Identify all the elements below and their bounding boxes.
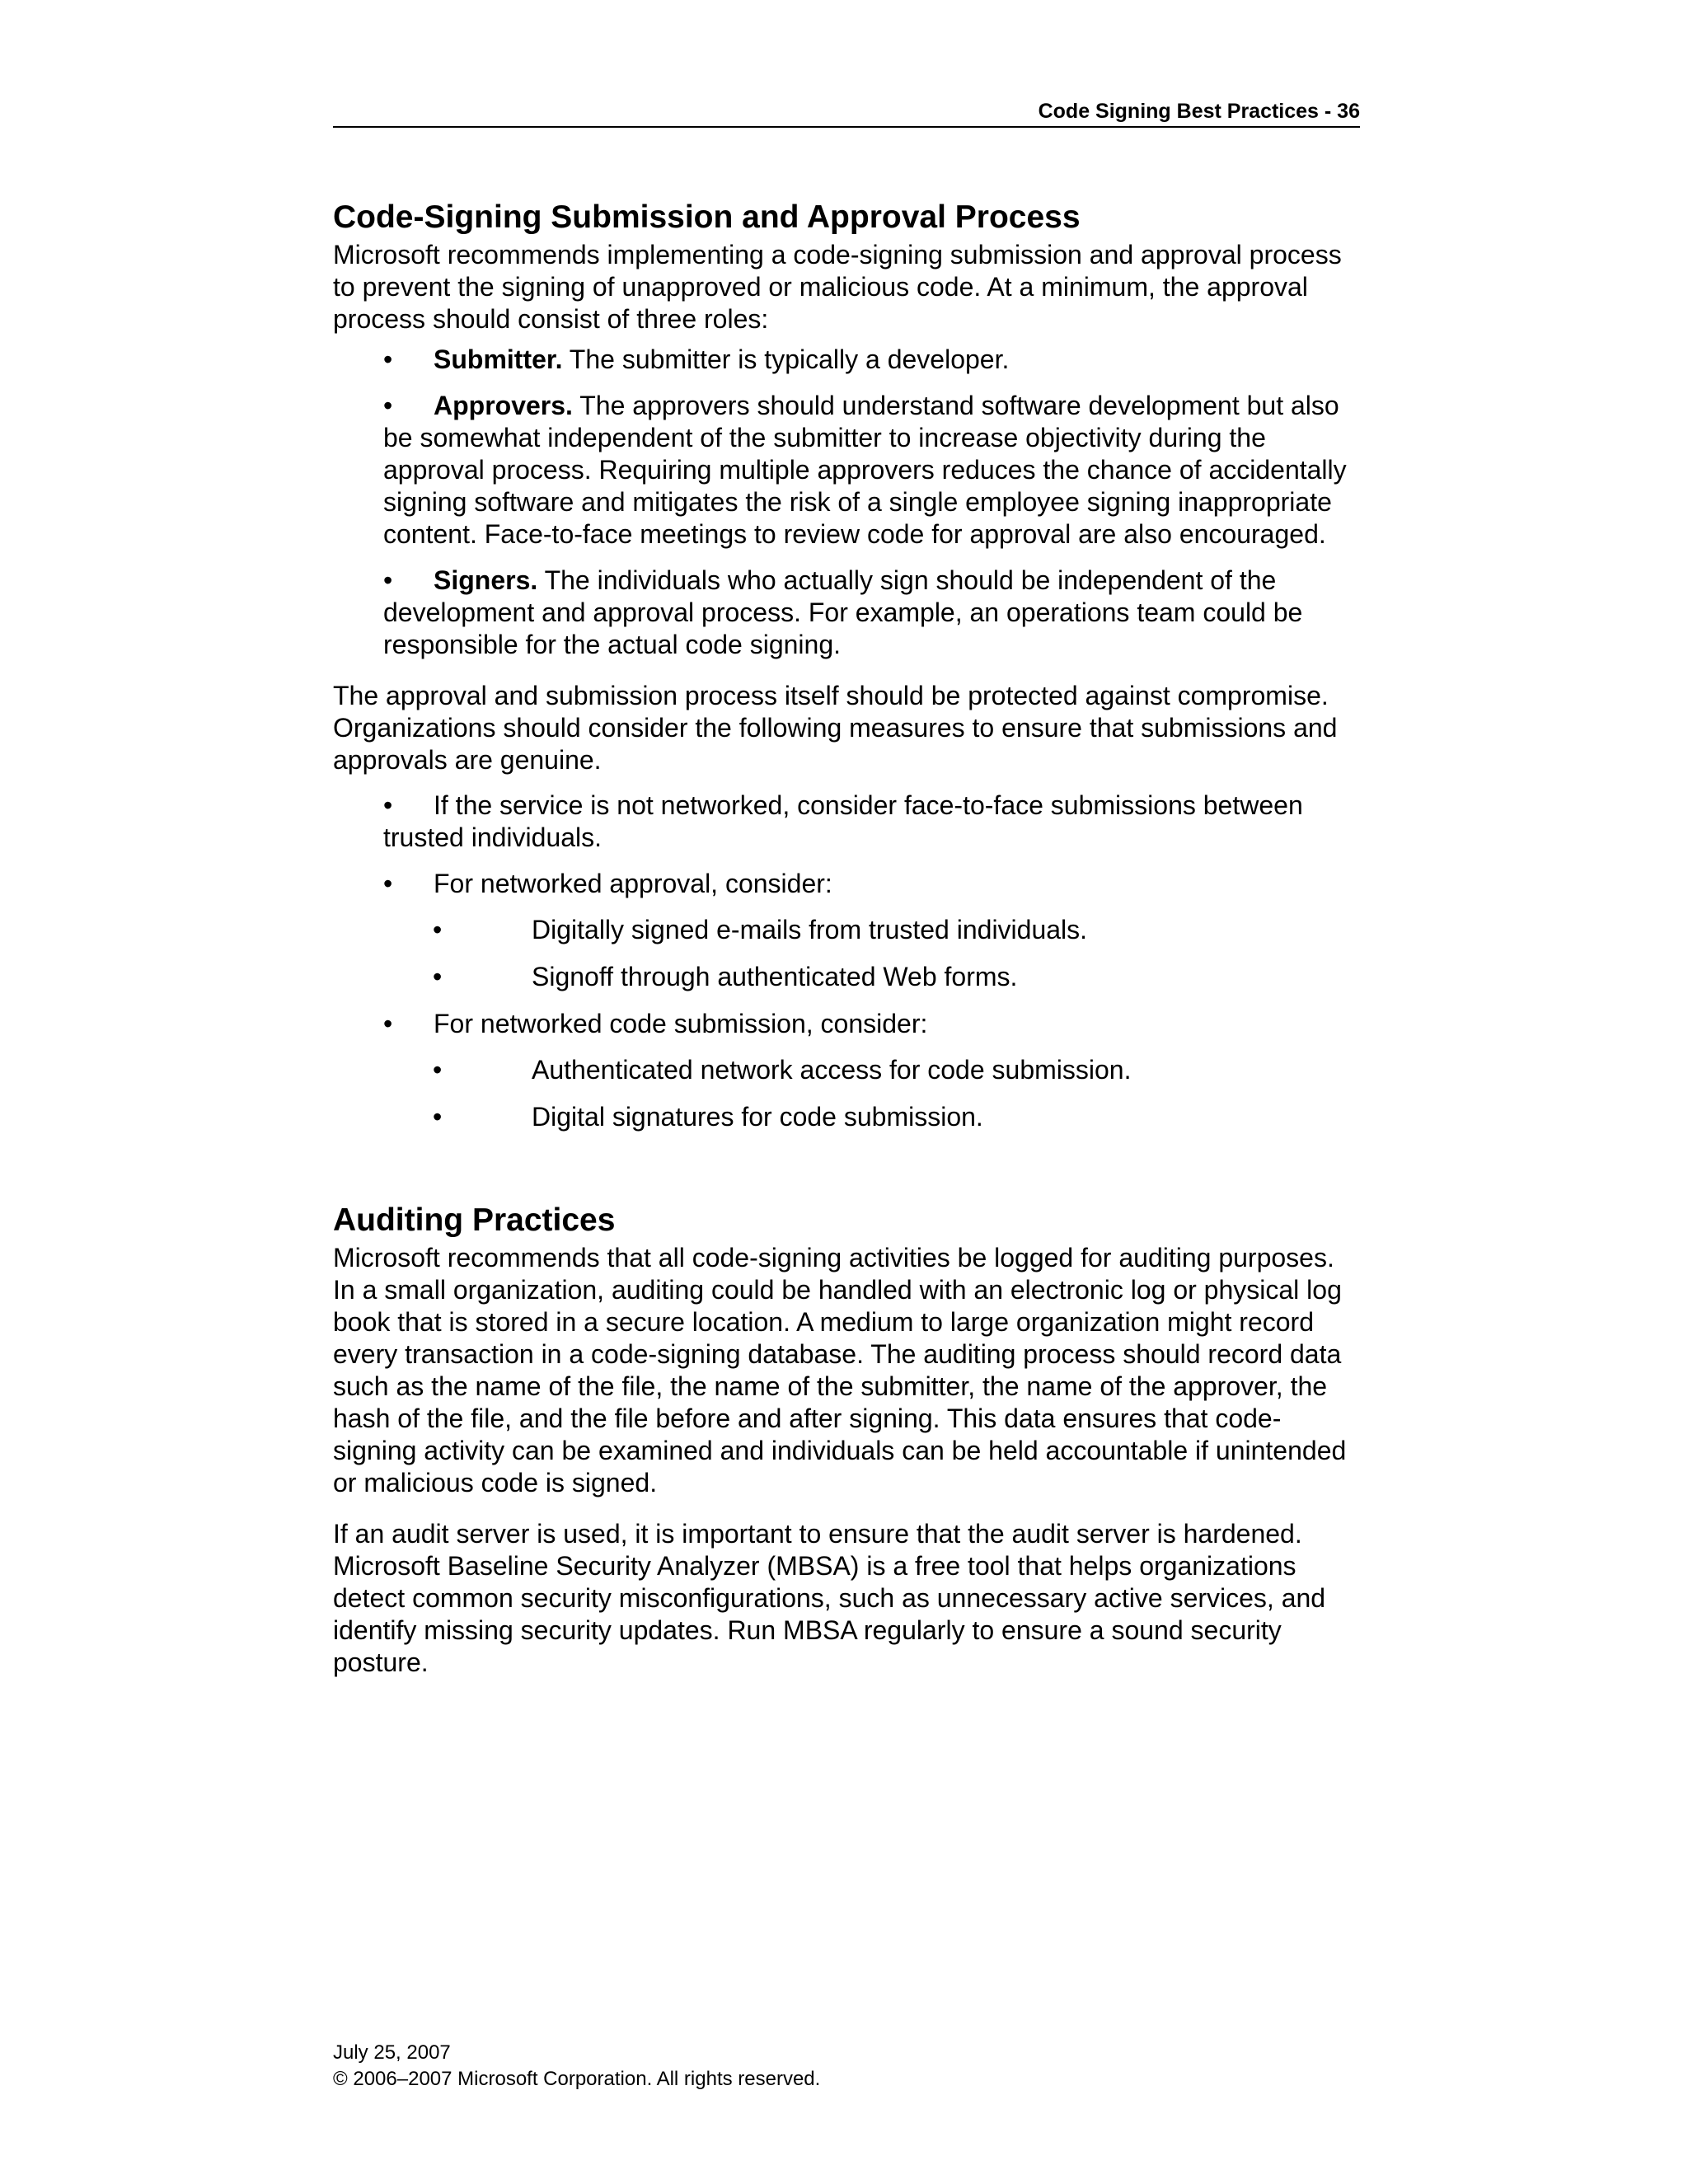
list-item-approvers bbox=[383, 390, 1360, 551]
list-item-measure-networked-approval bbox=[383, 868, 1360, 900]
section-spacer bbox=[333, 1148, 1360, 1201]
list-item-signers bbox=[383, 565, 1360, 661]
sub-item-text: Digital signatures for code submission. bbox=[532, 1102, 983, 1132]
header-rule bbox=[333, 126, 1360, 128]
roles-list bbox=[333, 344, 1360, 661]
list-item-measure-face-to-face bbox=[383, 790, 1360, 854]
sub-list-item bbox=[433, 961, 1360, 993]
role-term: Submitter. bbox=[434, 344, 563, 374]
sub-list-item bbox=[433, 914, 1360, 946]
bullet-glyph: • bbox=[383, 391, 393, 420]
running-header: Code Signing Best Practices - 36 bbox=[1038, 100, 1360, 123]
bullet-glyph: • bbox=[433, 962, 443, 991]
bullet-glyph: • bbox=[433, 1102, 443, 1132]
role-description: The submitter is typically a developer. bbox=[562, 344, 1010, 374]
footer-copyright: © 2006–2007 Microsoft Corporation. All rights reserved. bbox=[333, 2068, 821, 2090]
list-item-submitter bbox=[383, 344, 1360, 376]
role-description: The individuals who actually sign should be independent of the development and approval process. For example, an operations team could be responsible for the actual code signing. bbox=[383, 565, 1303, 659]
sub-item-text: Authenticated network access for code submission. bbox=[532, 1055, 1132, 1085]
section-heading-submission: Code-Signing Submission and Approval Process bbox=[333, 199, 1081, 235]
bullet-glyph: • bbox=[383, 1009, 393, 1038]
page-footer bbox=[333, 2040, 820, 2093]
auditing-paragraph-1: Microsoft recommends that all code-signing activities be logged for auditing purposes. In a small organization, auditing could be handled with an electronic log or physical log book that is stored in a secure location. A medium to large organization might record every transaction in a code-signing database. The auditing process should record data such as the name of the file, the name of the submitter, the name of the approver, the hash of the file, and the file before and after signing. This data ensures that code-signing activity can be examined and individuals can be held accountable if unintended or malicious code is signed. bbox=[333, 1243, 1347, 1497]
section-heading-auditing: Auditing Practices bbox=[333, 1202, 616, 1238]
document-page bbox=[333, 0, 1360, 2184]
measures-list bbox=[333, 790, 1360, 1133]
bullet-glyph: • bbox=[433, 915, 443, 944]
role-description: The approvers should understand software development but also be somewhat independent of the submitter to increase objectivity during the approval process. Requiring multiple approvers reduces the chance of accidentally signing software and mitigates the risk of a single employee signing inappropriate content. Face-to-face meetings to review code for approval are also encouraged. bbox=[383, 391, 1347, 549]
auditing-paragraph-2: If an audit server is used, it is important to ensure that the audit server is hardened. Microsoft Baseline Security Analyzer (MBSA) is a free tool that helps organizations detect common security misconfigurations, such as unnecessary active services, and identify missing security updates. Run MBSA regularly to ensure a sound security posture. bbox=[333, 1519, 1326, 1677]
measure-text: For networked approval, consider: bbox=[434, 869, 832, 898]
sub-list-item bbox=[433, 1054, 1360, 1086]
bullet-glyph: • bbox=[383, 344, 393, 374]
role-term: Approvers. bbox=[434, 391, 573, 420]
measure-text: For networked code submission, consider: bbox=[434, 1009, 928, 1038]
role-term: Signers. bbox=[434, 565, 538, 595]
page-content bbox=[333, 198, 1360, 1679]
bullet-glyph: • bbox=[383, 790, 393, 820]
bullet-glyph: • bbox=[383, 869, 393, 898]
sub-list-item bbox=[433, 1101, 1360, 1133]
measures-intro-paragraph: The approval and submission process itself should be protected against compromise. Organizations should consider the following measures to ensure that submissions and approvals are genuine. bbox=[333, 681, 1338, 775]
bullet-glyph: • bbox=[433, 1055, 443, 1085]
list-item-measure-networked-submission bbox=[383, 1008, 1360, 1040]
footer-date: July 25, 2007 bbox=[333, 2041, 451, 2064]
bullet-glyph: • bbox=[383, 565, 393, 595]
submission-intro-paragraph: Microsoft recommends implementing a code-signing submission and approval process to prevent the signing of unapproved or malicious code. At a minimum, the approval process should consist of three roles: bbox=[333, 240, 1342, 334]
measure-text: If the service is not networked, consider face-to-face submissions between trusted individuals. bbox=[383, 790, 1303, 852]
sub-item-text: Digitally signed e-mails from trusted individuals. bbox=[532, 915, 1088, 944]
sub-item-text: Signoff through authenticated Web forms. bbox=[532, 962, 1018, 991]
